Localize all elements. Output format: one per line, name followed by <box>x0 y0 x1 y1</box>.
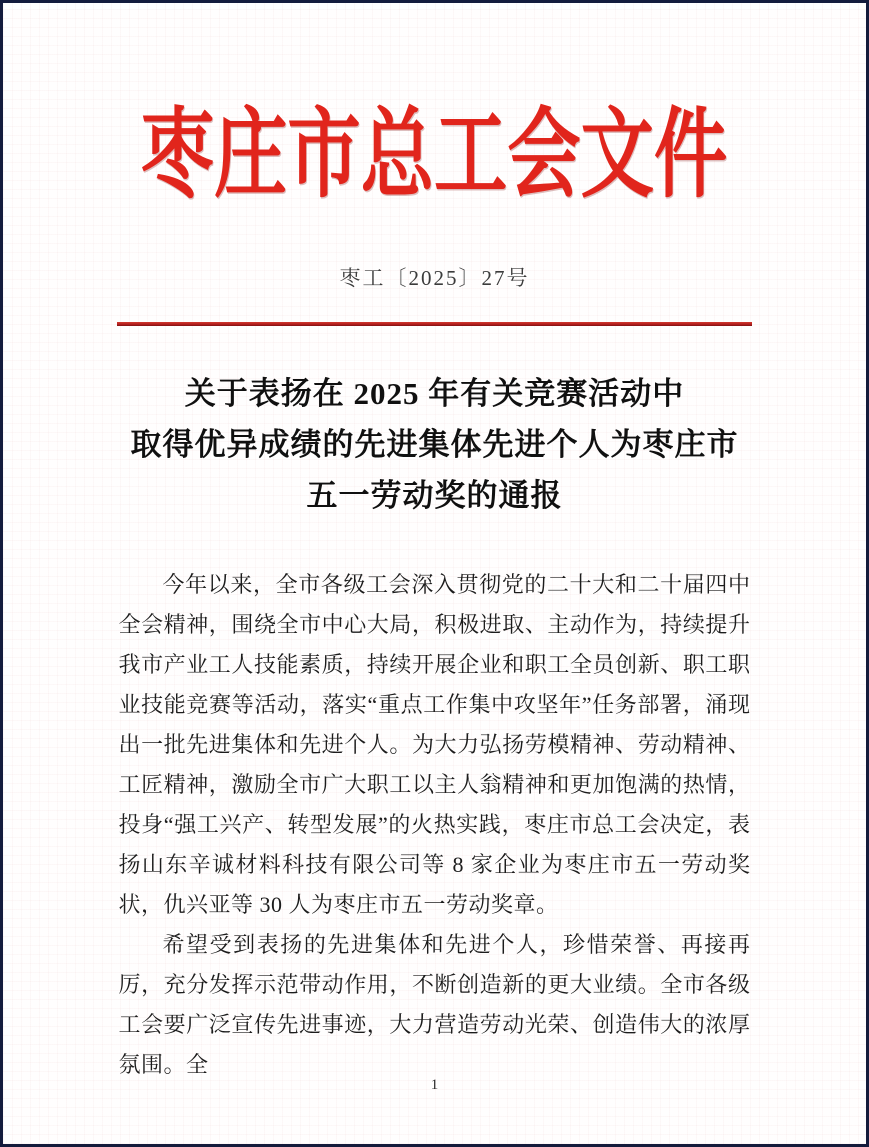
title-line-3: 五一劳动奖的通报 <box>306 478 563 514</box>
body-paragraph: 今年以来，全市各级工会深入贯彻党的二十大和二十届四中全会精神，围绕全市中心大局，积极进取、主动作为，持续提升我市产业工人技能素质，持续开展企业和职工全员创新、职工职业技能竞赛等活动，落实“重点工作集中攻坚年”任务部署，涌现出一批先进集体和先进个人。为大力弘扬劳模精神、劳动精神、工匠精神，激励全市广大职工以主人翁精神和更加饱满的热情，投身“强工兴产、转型发展”的火热实践，枣庄市总工会决定，表扬山东辛诚材料科技有限公司等 8 家企业为枣庄市五一劳动奖状，仇兴亚等 30 人为枣庄市五一劳动奖章。 <box>118 572 751 918</box>
document-body <box>119 565 751 1085</box>
title-line-2: 取得优异成绩的先进集体先进个人为枣庄市 <box>130 427 739 463</box>
org-header-text: 枣庄市总工会文件 <box>141 101 728 211</box>
red-divider-rule <box>117 322 752 326</box>
body-paragraph: 希望受到表扬的先进集体和先进个人，珍惜荣誉、再接再厉，充分发挥示范带动作用，不断创造新的更大业绩。全市各级工会要广泛宣传先进事迹，大力营造劳动光荣、创造伟大的浓厚氛围。全 <box>118 932 751 1078</box>
page-number: 1 <box>430 1077 439 1093</box>
document-title <box>3 368 866 521</box>
title-line-1: 关于表扬在 2025 年有关竞赛活动中 <box>184 376 685 412</box>
org-header <box>3 102 866 210</box>
doc-number: 枣工〔2025〕27号 <box>339 266 530 291</box>
